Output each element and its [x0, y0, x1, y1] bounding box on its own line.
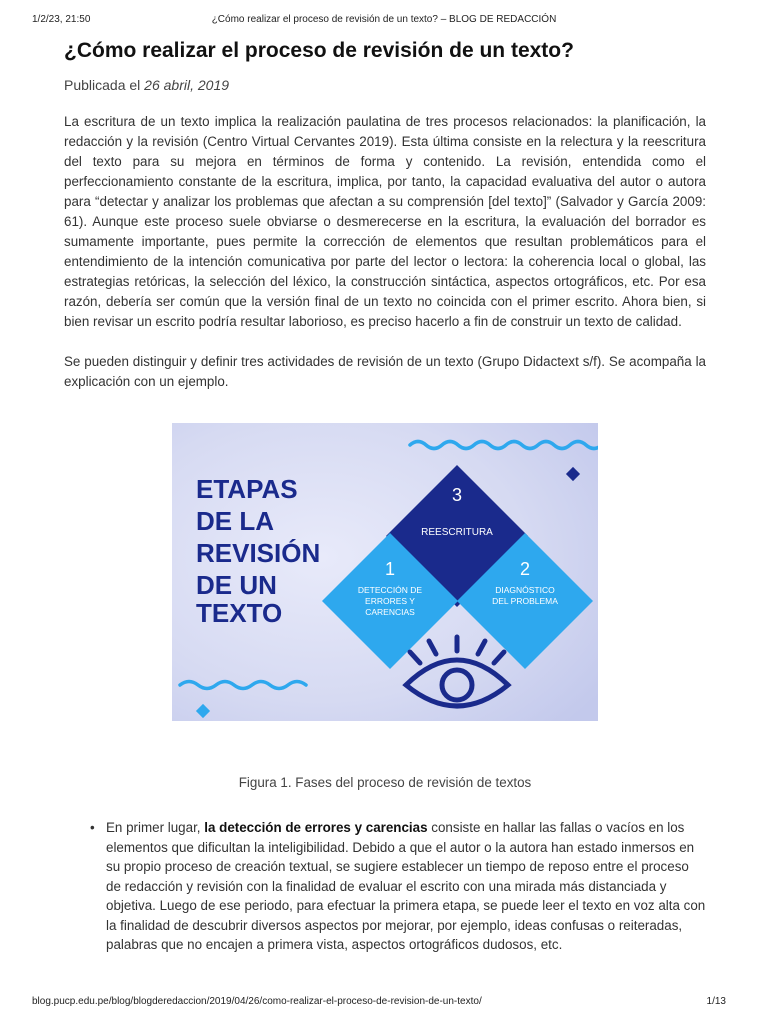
stages-list: [88, 818, 706, 955]
stage-3-number: 3: [451, 485, 463, 505]
print-datetime: 1/2/23, 21:50: [32, 14, 91, 25]
stage-2-label-line-1: DIAGNÓSTICO: [495, 585, 555, 595]
page-title: ¿Cómo realizar el proceso de revisión de un texto?: [64, 39, 574, 62]
publish-meta: [64, 76, 706, 94]
stage-2-label-line-2: DEL PROBLEMA: [492, 596, 558, 606]
stage-1-label-line-2: ERRORES Y: [365, 596, 415, 606]
paragraph-intro: La escritura de un texto implica la realización paulatina de tres procesos relacionados: la planificación, la redacción y la revisión (Centro Virtual Cervantes 2019). Esta última consiste en la relectura y la reescritura del texto para su mejora en términos de forma y contenido. La revisión, entendida como el perfeccionamiento constante de la escritura, implica, por tanto, la capacidad evaluativa del autor o autora para “detectar y analizar los problemas que afectan a su comprensión [del texto]” (Salvador y García 2009: 61). Aunque este proceso suele obviarse o desmerecerse en la escritura, la evaluación del borrador es sumamente importante, pues permite la corrección de elementos que resultan problemáticos para el entendimiento de la intención comunicativa por parte del lector o lectora: la coherencia local o global, las estrategias retóricas, la selección del léxico, la construcción sintáctica, aspectos ortográficos, etc. Por esa razón, debería ser común que la versión final de un texto no coincida con el primer escrito. Ahora bien, si bien revisar un escrito podría resultar laborioso, es preciso hacerlo a fin de construir un texto de calidad.: [64, 114, 706, 329]
article: [64, 38, 706, 392]
list-item-text: consiste en hallar las fallas o vacíos en los elementos que dificultan la inteligibilidad. Debido a que el autor o la autora han estado inmersos en su propio proceso de creación textual, se sugiere establecer un tiempo de reposo entre el proceso de redacción y revisión con la finalidad de evaluar el escrito con una mirada más distanciada y objetiva. Luego de ese periodo, para efectuar la primera etapa, se puede leer el texto en voz alta con la finalidad de descubrir diversos aspectos por mejorar, por ejemplo, ideas confusas o reiteradas, palabras que no encajen a primera vista, aspectos ortográficos dudosos, etc.: [106, 820, 706, 952]
page-url: blog.pucp.edu.pe/blog/blogderedaccion/2019/04/26/como-realizar-el-proceso-de-revision-de-un-texto/: [32, 996, 482, 1007]
published-prefix: Publicada el: [64, 77, 145, 93]
print-footer: [32, 996, 736, 1010]
list-item: [88, 818, 706, 955]
stage-1-label-line-1: DETECCIÓN DE: [357, 585, 423, 595]
page-number: 1/13: [706, 996, 726, 1007]
published-date: 26 abril, 2019: [144, 77, 230, 93]
figure-heading-line-3: REVISIÓN: [196, 538, 321, 568]
paragraph-activities: Se pueden distinguir y definir tres actividades de revisión de un texto (Grupo Didactext s/f). Se acompaña la explicación con un ejemplo.: [64, 354, 706, 389]
stage-1-number: 1: [384, 559, 396, 579]
bullet-icon: •: [90, 820, 95, 835]
print-doc-title: ¿Cómo realizar el proceso de revisión de un texto? – BLOG DE REDACCIÓN: [211, 14, 557, 25]
list-item-prefix: En primer lugar,: [106, 820, 205, 835]
figure-heading-line-2: DE LA: [196, 506, 274, 536]
list-item-bold: la detección de errores y carencias: [204, 820, 428, 835]
stage-3-label: REESCRITURA: [421, 527, 493, 538]
stage-2-number: 2: [519, 559, 531, 579]
print-header: [32, 14, 736, 28]
figure-heading-line-5: TEXTO: [196, 598, 283, 628]
stage-1-label-line-3: CARENCIAS: [365, 607, 415, 617]
figure-caption: Figura 1. Fases del proceso de revisión de textos: [238, 775, 532, 790]
figure-heading-line-4: DE UN: [196, 570, 277, 600]
figure-revision-stages: [172, 423, 598, 721]
figure-heading-line-1: ETAPAS: [196, 474, 298, 504]
